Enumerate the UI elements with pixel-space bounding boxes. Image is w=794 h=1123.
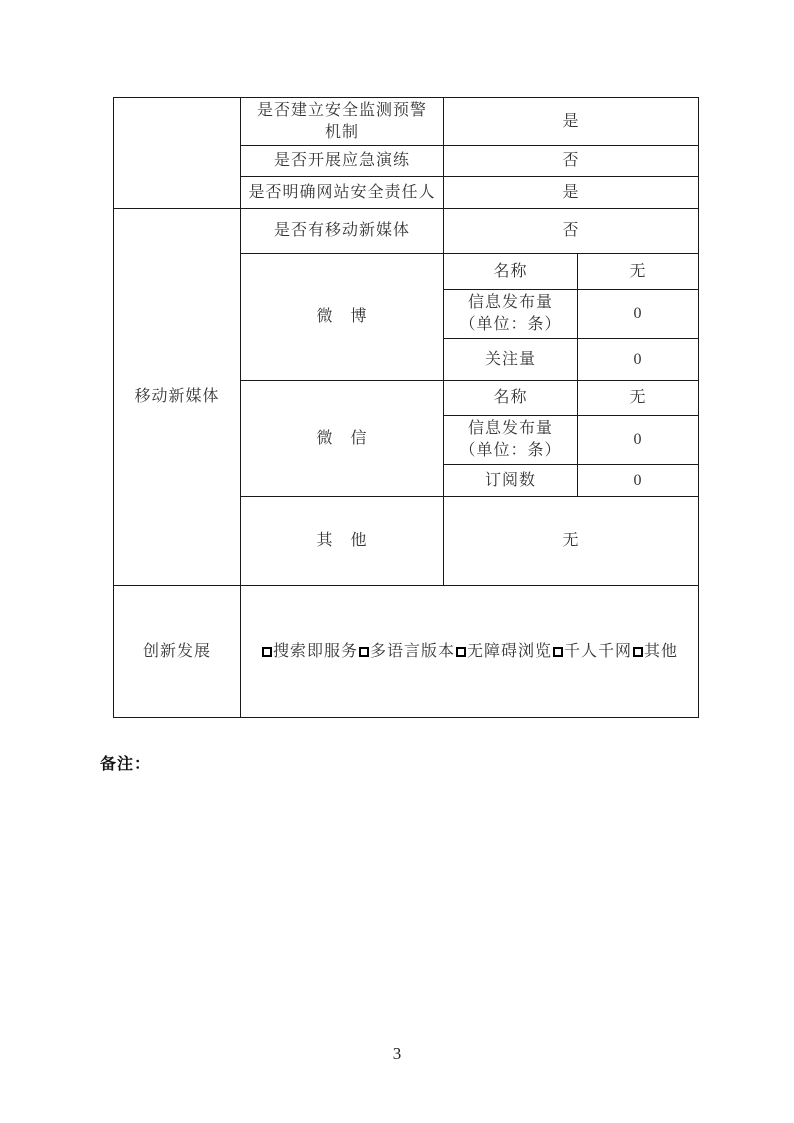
question-cell bbox=[241, 98, 444, 146]
value-cell: 无 bbox=[578, 381, 699, 416]
field-line2: （单位：条） bbox=[459, 316, 562, 333]
section-label-mobile-media: 移动新媒体 bbox=[114, 209, 241, 586]
question-cell: 是否明确网站安全责任人 bbox=[241, 177, 444, 209]
question-text: 是否建立安全监测预警机制 bbox=[256, 101, 427, 141]
field-cell: 订阅数 bbox=[444, 465, 578, 497]
other-label-cell: 其 他 bbox=[241, 497, 444, 586]
section-label-innovation: 创新发展 bbox=[114, 586, 241, 718]
field-line1: 信息发布量 bbox=[467, 420, 553, 437]
field-line2: （单位：条） bbox=[459, 442, 562, 459]
answer-cell: 是 bbox=[444, 98, 699, 146]
innovation-option bbox=[552, 643, 632, 660]
other-value-cell: 无 bbox=[444, 497, 699, 586]
field-cell: 关注量 bbox=[444, 339, 578, 381]
table-row bbox=[114, 209, 699, 254]
value-cell: 0 bbox=[578, 290, 699, 339]
report-table bbox=[113, 97, 699, 718]
innovation-option bbox=[632, 643, 678, 660]
option-label: 其他 bbox=[644, 642, 679, 660]
value-cell: 0 bbox=[578, 416, 699, 465]
answer-cell: 否 bbox=[444, 209, 699, 254]
section-label-cell-empty bbox=[114, 98, 241, 209]
option-label: 千人千网 bbox=[564, 642, 633, 660]
wechat-label-cell: 微 信 bbox=[241, 381, 444, 497]
weibo-label-cell: 微 博 bbox=[241, 254, 444, 381]
option-label: 搜索即服务 bbox=[272, 642, 358, 660]
answer-cell: 否 bbox=[444, 146, 699, 177]
value-cell: 0 bbox=[578, 465, 699, 497]
answer-cell: 是 bbox=[444, 177, 699, 209]
checkbox-icon bbox=[633, 647, 643, 657]
field-cell bbox=[444, 416, 578, 465]
field-line1: 信息发布量 bbox=[467, 294, 553, 311]
checkbox-icon bbox=[262, 647, 272, 657]
option-label: 无障碍浏览 bbox=[467, 642, 553, 660]
question-cell: 是否开展应急演练 bbox=[241, 146, 444, 177]
value-cell: 无 bbox=[578, 254, 699, 290]
remark-label: 备注： bbox=[100, 756, 152, 773]
field-cell bbox=[444, 290, 578, 339]
table-row bbox=[114, 586, 699, 718]
checkbox-icon bbox=[553, 647, 563, 657]
innovation-option bbox=[455, 643, 552, 660]
value-cell: 0 bbox=[578, 339, 699, 381]
innovation-options-cell bbox=[241, 586, 699, 718]
checkbox-icon bbox=[359, 647, 369, 657]
innovation-option bbox=[261, 643, 358, 660]
innovation-option bbox=[358, 643, 455, 660]
table-row bbox=[114, 98, 699, 146]
option-label: 多语言版本 bbox=[369, 642, 455, 660]
checkbox-icon bbox=[456, 647, 466, 657]
field-cell: 名称 bbox=[444, 381, 578, 416]
field-cell: 名称 bbox=[444, 254, 578, 290]
question-cell: 是否有移动新媒体 bbox=[241, 209, 444, 254]
page-number: 3 bbox=[392, 1044, 402, 1063]
